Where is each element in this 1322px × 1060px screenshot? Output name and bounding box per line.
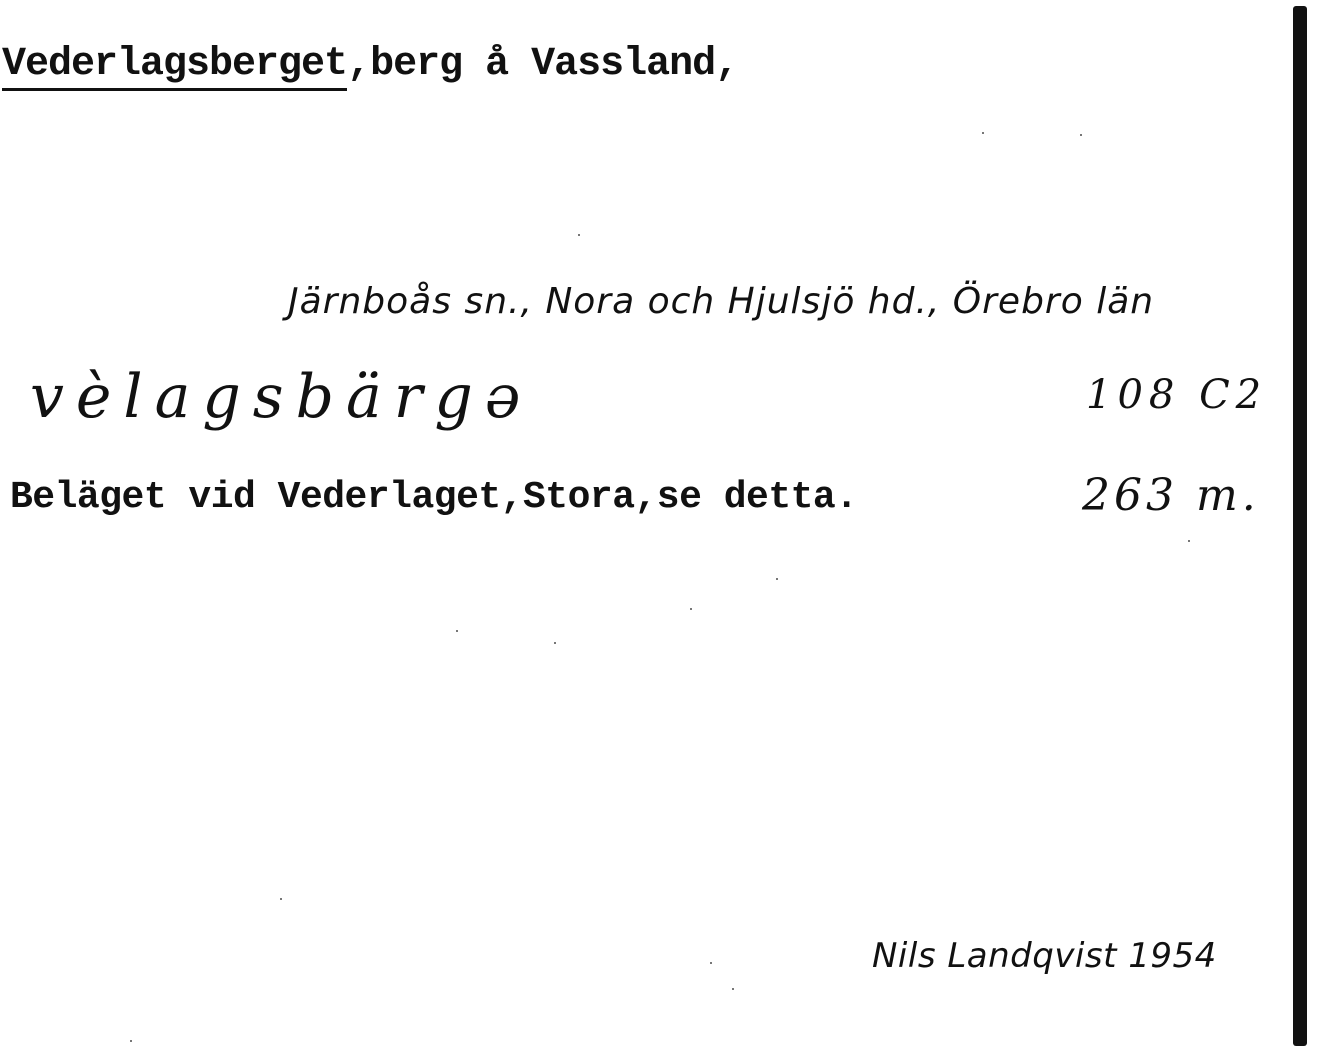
signature: Nils Landqvist 1954: [872, 936, 1217, 976]
dust-speck: [710, 962, 712, 964]
dust-speck: [456, 630, 458, 632]
card-edge-line: [1293, 6, 1307, 1046]
dust-speck: [776, 578, 778, 580]
dust-speck: [578, 234, 580, 236]
height-value: 263 m.: [1082, 470, 1260, 521]
headword-line: [2, 42, 738, 87]
dust-speck: [1080, 134, 1082, 136]
pronunciation: vèlagsbärgə: [30, 362, 533, 432]
parish-line: Järnboås sn., Nora och Hjulsjö hd., Örebro län: [288, 281, 1155, 322]
dust-speck: [554, 642, 556, 644]
map-reference: 108 C2: [1086, 372, 1268, 418]
headword-description: ,berg å Vassland,: [347, 42, 739, 87]
dust-speck: [130, 1040, 132, 1042]
dust-speck: [732, 988, 734, 990]
dust-speck: [690, 608, 692, 610]
dust-speck: [280, 898, 282, 900]
dust-speck: [1188, 540, 1190, 542]
location-note: Beläget vid Vederlaget,Stora,se detta.: [10, 476, 858, 519]
headword: Vederlagsberget: [2, 42, 347, 91]
dust-speck: [982, 132, 984, 134]
